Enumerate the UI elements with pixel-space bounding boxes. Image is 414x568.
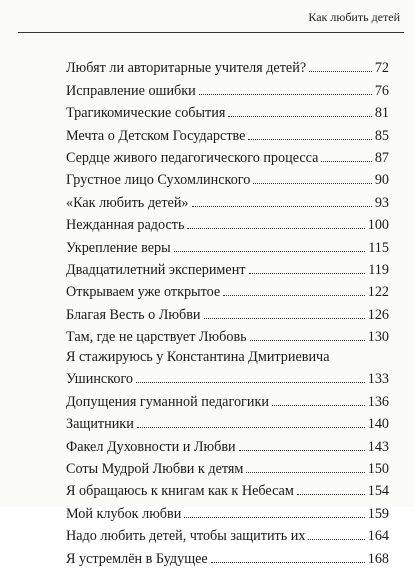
toc-entry-page: 122 [367, 284, 389, 301]
toc-entry [66, 478, 389, 500]
toc-entry-page: 168 [367, 550, 389, 567]
toc-entry [66, 257, 389, 279]
dot-leader [309, 71, 372, 72]
toc-entry [66, 366, 389, 388]
toc-entry-title: «Как любить детей» [66, 194, 189, 211]
dot-leader [223, 295, 365, 296]
toc-entry [66, 388, 389, 410]
toc-entry-page: 115 [368, 239, 389, 256]
toc-entry-title: Двадцатилетний эксперимент [66, 261, 246, 278]
toc-entry-page: 85 [374, 127, 389, 144]
dot-leader [137, 427, 365, 428]
toc-entry [66, 122, 389, 144]
toc-entry-title: Сердце живого педагогического процесса [66, 149, 319, 166]
toc-entry [66, 279, 389, 301]
toc-entry-page: 87 [374, 149, 389, 166]
toc-entry [66, 523, 389, 545]
dot-leader [321, 161, 371, 162]
dot-leader [192, 206, 372, 207]
dot-leader [297, 494, 365, 495]
toc-entry-page: 81 [374, 105, 389, 122]
toc-entry-title: Факел Духовности и Любви [66, 438, 236, 455]
toc-entry [66, 545, 389, 567]
toc-entry [66, 456, 389, 478]
toc-entry-page: 140 [367, 416, 389, 433]
toc-entry-page: 143 [367, 438, 389, 455]
toc-entry-title: Я обращаюсь к книгам как к Небесам [66, 483, 294, 500]
toc-entry-title: Открываем уже открытое [66, 284, 221, 301]
toc-entry [66, 100, 389, 122]
toc-entry-title: Там, где не царствует Любовь [66, 329, 247, 346]
dot-leader [228, 116, 371, 117]
toc-entry [66, 189, 389, 211]
toc-entry-title: Я устремлён в Будущее [66, 550, 208, 567]
toc-entry-title: Защитники [66, 416, 134, 433]
toc-entry-title: Допущения гуманной педагогики [66, 393, 269, 410]
toc-entry-title: Мечта о Детском Государстве [66, 127, 246, 144]
toc-entry-page: 100 [367, 217, 389, 234]
toc-entry-page: 119 [368, 261, 389, 278]
toc-entry-page: 164 [367, 528, 389, 545]
dot-leader [211, 562, 365, 563]
toc-entry-title: Ушинского [66, 371, 134, 388]
toc-entry-title: Исправление ошибки [66, 82, 196, 99]
toc-entry-title: Трагикомические события [66, 105, 226, 122]
dot-leader [249, 273, 366, 274]
toc-entry-title: Я стажируюсь у Константина Дмитриевича [66, 349, 330, 366]
dot-leader [248, 139, 371, 140]
dot-leader [308, 539, 364, 540]
dot-leader [253, 183, 371, 184]
dot-leader [246, 472, 364, 473]
toc-entry-page: 159 [367, 505, 389, 522]
toc-entry [66, 500, 389, 522]
toc-entry-page: 76 [374, 82, 389, 99]
toc-entry-title: Мой клубок любви [66, 505, 182, 522]
toc-entry-page: 72 [374, 60, 389, 77]
toc-entry [66, 55, 389, 77]
toc-entry-title: Надо любить детей, чтобы защитить их [66, 528, 306, 545]
toc-entry-title: Благая Весть о Любви [66, 306, 201, 323]
toc-entry-page: 154 [367, 483, 389, 500]
toc-entry-title: Нежданная радость [66, 217, 185, 234]
dot-leader [250, 340, 365, 341]
header-rule [18, 32, 404, 33]
table-of-contents [66, 55, 389, 568]
dot-leader [174, 251, 366, 252]
toc-entry [66, 411, 389, 433]
running-head: Как любить детей [308, 10, 400, 24]
toc-entry-title: Любят ли авторитарные учителя детей? [66, 60, 307, 77]
toc-entry-title-line1 [66, 346, 389, 366]
toc-entry [66, 167, 389, 189]
toc-entry [66, 234, 389, 256]
toc-entry [66, 324, 389, 346]
dot-leader [199, 94, 372, 95]
dot-leader [204, 318, 365, 319]
toc-entry [66, 77, 389, 99]
toc-entry-page: 90 [374, 172, 389, 189]
dot-leader [184, 517, 364, 518]
toc-entry-page: 130 [367, 329, 389, 346]
toc-entry-page: 136 [367, 393, 389, 410]
toc-entry-title: Грустное лицо Сухомлинского [66, 172, 251, 189]
dot-leader [187, 228, 364, 229]
toc-entry [66, 212, 389, 234]
toc-entry [66, 433, 389, 455]
toc-entry-page: 93 [374, 194, 389, 211]
toc-entry-page: 150 [367, 461, 389, 478]
toc-entry [66, 145, 389, 167]
dot-leader [272, 405, 365, 406]
dot-leader [136, 382, 365, 383]
toc-entry [66, 301, 389, 323]
toc-entry-page: 126 [367, 306, 389, 323]
toc-entry-page: 133 [367, 371, 389, 388]
dot-leader [239, 450, 365, 451]
toc-entry-title: Укрепление веры [66, 239, 171, 256]
toc-entry-title: Соты Мудрой Любви к детям [66, 461, 244, 478]
